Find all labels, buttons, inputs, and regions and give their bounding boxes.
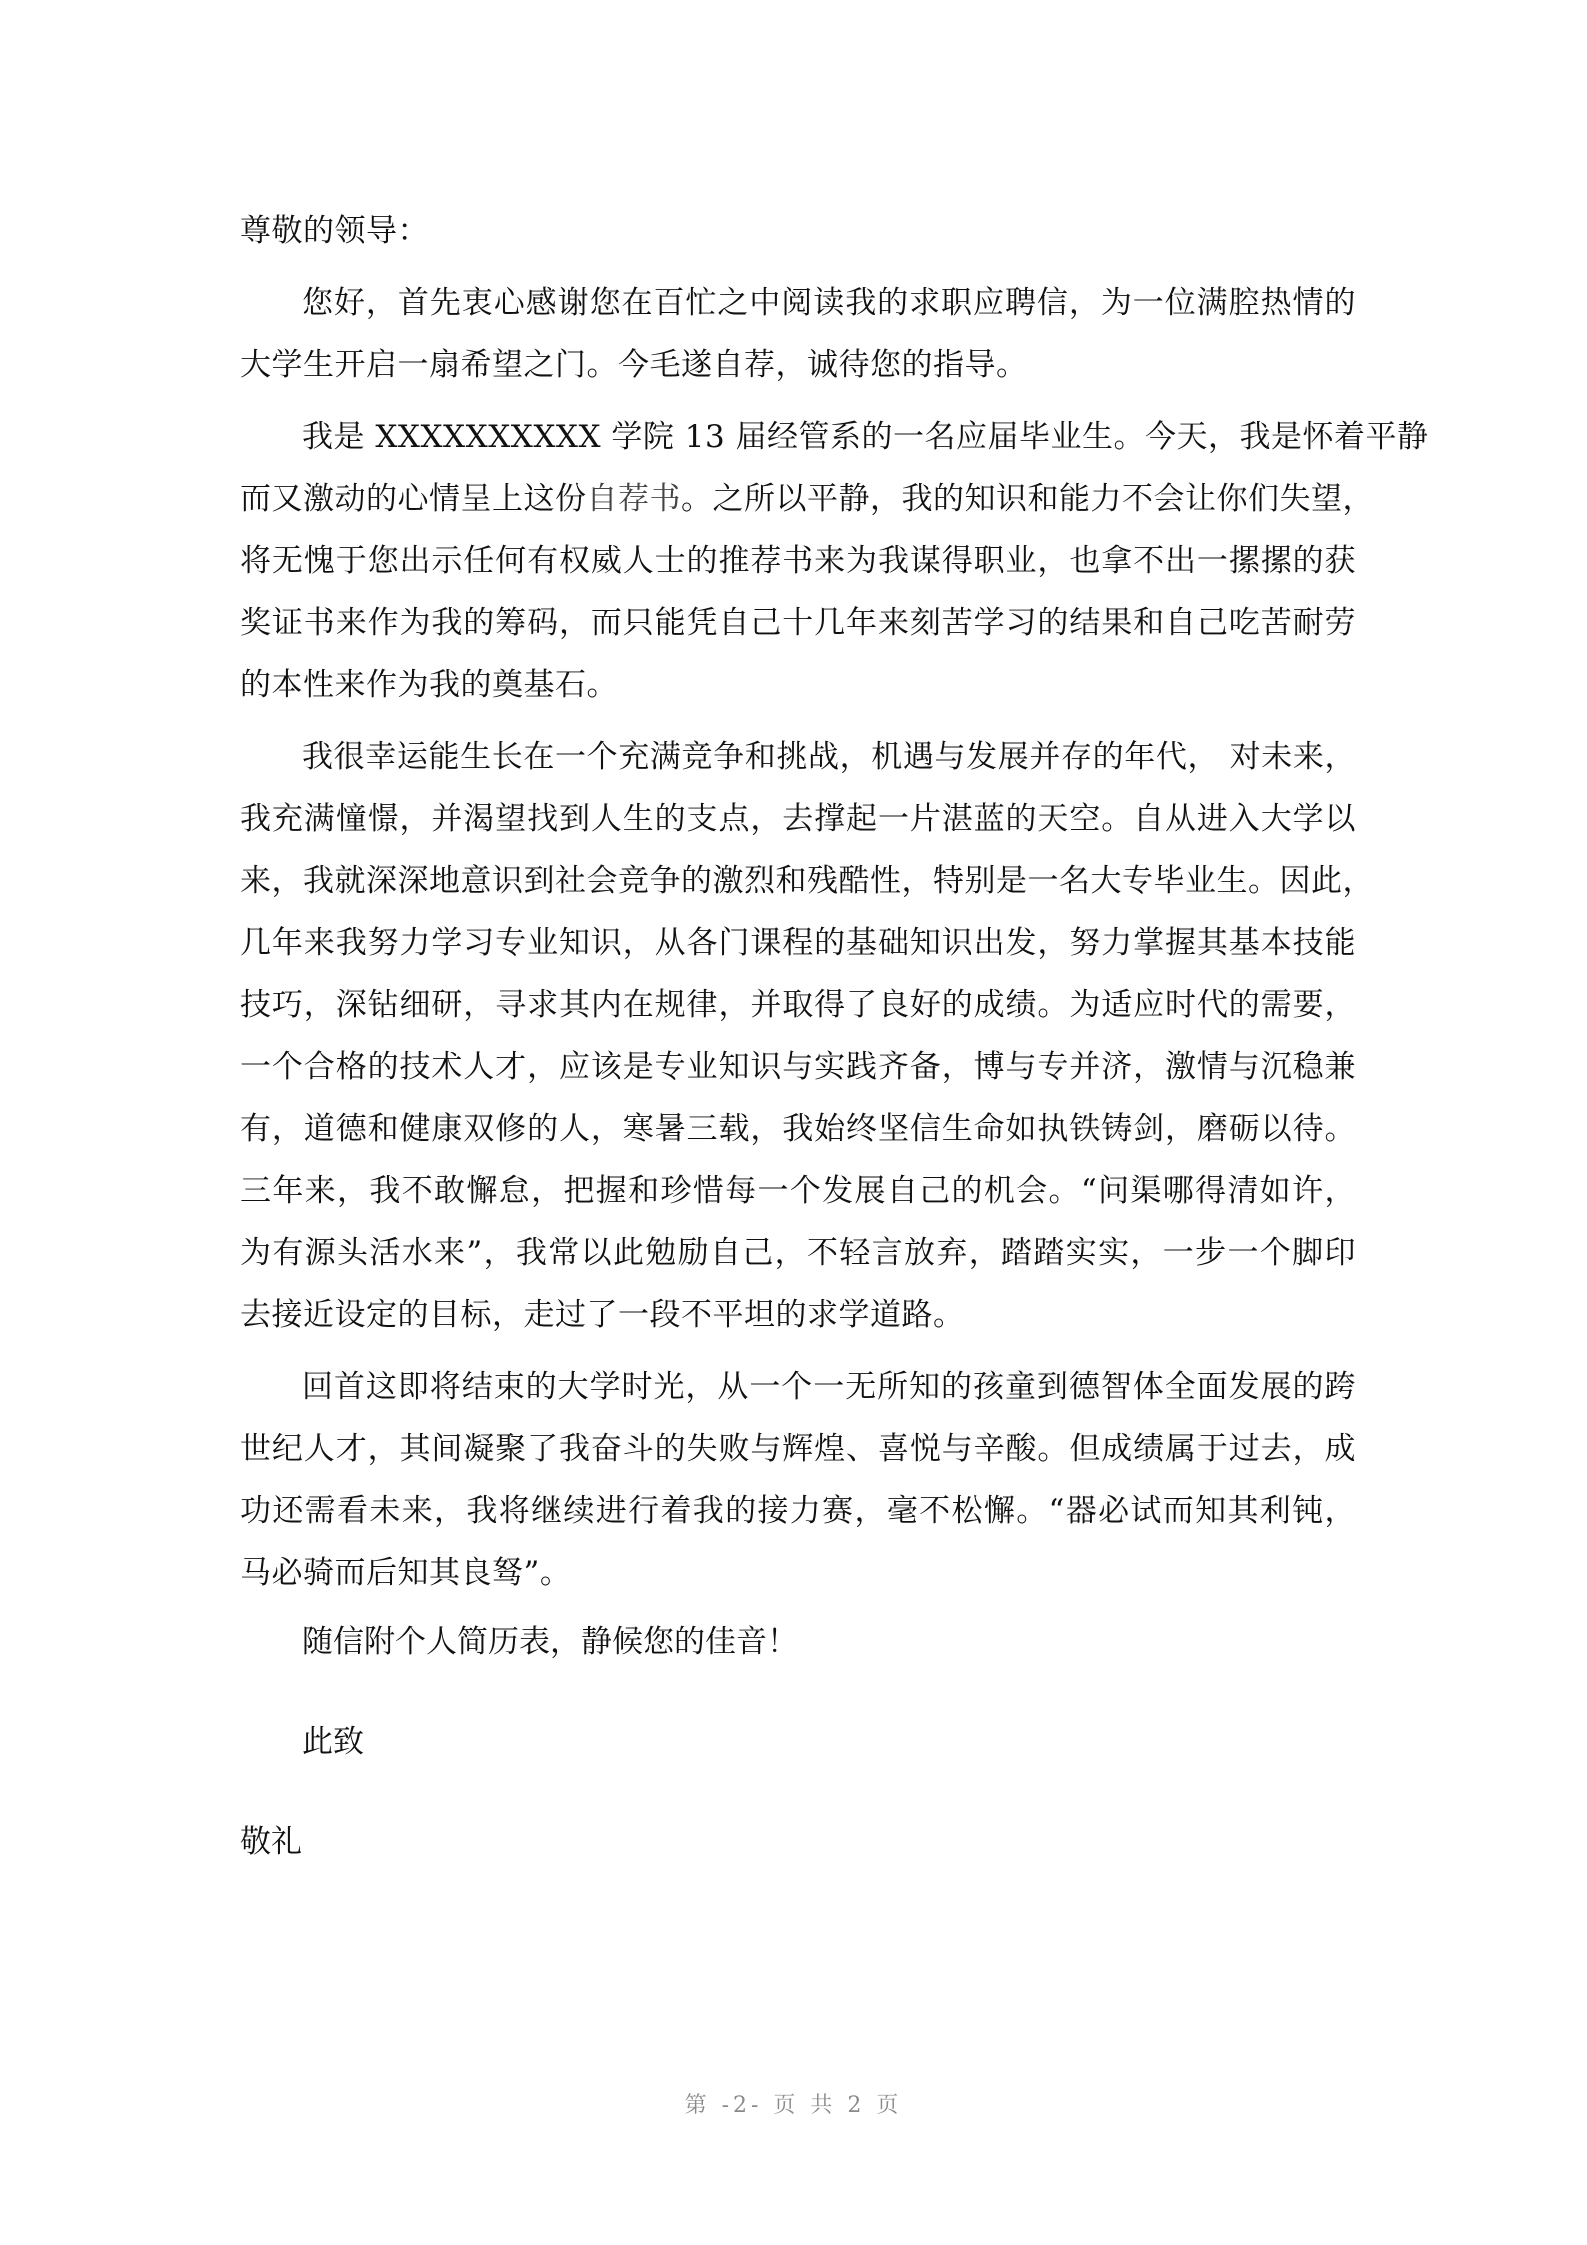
self-recommendation-link-text: 自荐书: [586, 481, 681, 517]
paragraph-greeting: [240, 272, 1356, 396]
paragraph-line: 我很幸运能生长在一个充满竞争和挑战，机遇与发展并存的年代， 对未来，: [302, 739, 1356, 775]
paragraph-line: 为有源头活水来”，我常以此勉励自己，不轻言放弃，踏踏实实，一步一个脚印: [240, 1235, 1356, 1271]
paragraph-line: 技巧，深钻细研，寻求其内在规律，并取得了良好的成绩。为适应时代的需要，: [240, 987, 1356, 1023]
paragraph-line: 一个合格的技术人才，应该是专业知识与实践齐备，博与专并济，激情与沉稳兼: [240, 1049, 1356, 1085]
page-number-footer: 第 -2- 页 共 2 页: [684, 2093, 903, 2118]
paragraph-line: 来，我就深深地意识到社会竞争的激烈和残酷性，特别是一名大专毕业生。因此，: [240, 863, 1374, 899]
paragraph-line: 我是 XXXXXXXXXX 学院 13 届经管系的一名应届毕业生。今天，我是怀着平静: [302, 419, 1429, 455]
letter-body: [240, 200, 1429, 1614]
salutation: 尊敬的领导：: [240, 213, 429, 249]
line-prefix: 而又激动的心情呈上这份: [240, 481, 587, 517]
paragraph-line: 世纪人才，其间凝聚了我奋斗的失败与辉煌、喜悦与辛酸。但成绩属于过去，成: [240, 1431, 1356, 1467]
paragraph-line: 马必骑而后知其良驽”。: [240, 1555, 572, 1591]
paragraph-line: 大学生开启一扇希望之门。今毛遂自荐，诚待您的指导。: [240, 347, 1028, 383]
paragraph-line: 回首这即将结束的大学时光，从一个一无所知的孩童到德智体全面发展的跨: [302, 1369, 1356, 1405]
closing-regards: 敬礼: [240, 1824, 302, 1860]
paragraph-line: 将无愧于您出示任何有权威人士的推荐书来为我谋得职业，也拿不出一摞摞的获: [240, 543, 1356, 579]
paragraph-line: [240, 468, 1374, 530]
paragraph-line: 我充满憧憬，并渴望找到人生的支点，去撑起一片湛蓝的天空。自从进入大学以: [240, 801, 1356, 837]
paragraph-line: 三年来，我不敢懈怠，把握和珍惜每一个发展自己的机会。“问渠哪得清如许，: [240, 1173, 1356, 1209]
attachment-note: 随信附个人简历表，静候您的佳音！: [302, 1624, 798, 1660]
closing-regards-prefix: 此致: [302, 1724, 364, 1760]
paragraph-line: 功还需看未来，我将继续进行着我的接力赛，毫不松懈。“器必试而知其利钝，: [240, 1493, 1356, 1529]
paragraph-line: 有，道德和健康双修的人，寒暑三载，我始终坚信生命如执铁铸剑，磨砺以待。: [240, 1111, 1356, 1147]
paragraph-line: 去接近设定的目标，走过了一段不平坦的求学道路。: [240, 1297, 965, 1333]
paragraph-line: 奖证书来作为我的筹码，而只能凭自己十几年来刻苦学习的结果和自己吃苦耐劳: [240, 605, 1356, 641]
paragraph-line: 几年来我努力学习专业知识，从各门课程的基础知识出发，努力掌握其基本技能: [240, 925, 1356, 961]
paragraph-line: 您好，首先衷心感谢您在百忙之中阅读我的求职应聘信，为一位满腔热情的: [302, 285, 1356, 321]
line-suffix: 。之所以平静，我的知识和能力不会让你们失望，: [681, 481, 1374, 517]
paragraph-reflection: [240, 1356, 1356, 1604]
paragraph-background: [240, 726, 1374, 1346]
paragraph-line: 的本性来作为我的奠基石。: [240, 667, 618, 703]
paragraph-introduction: [240, 406, 1429, 716]
